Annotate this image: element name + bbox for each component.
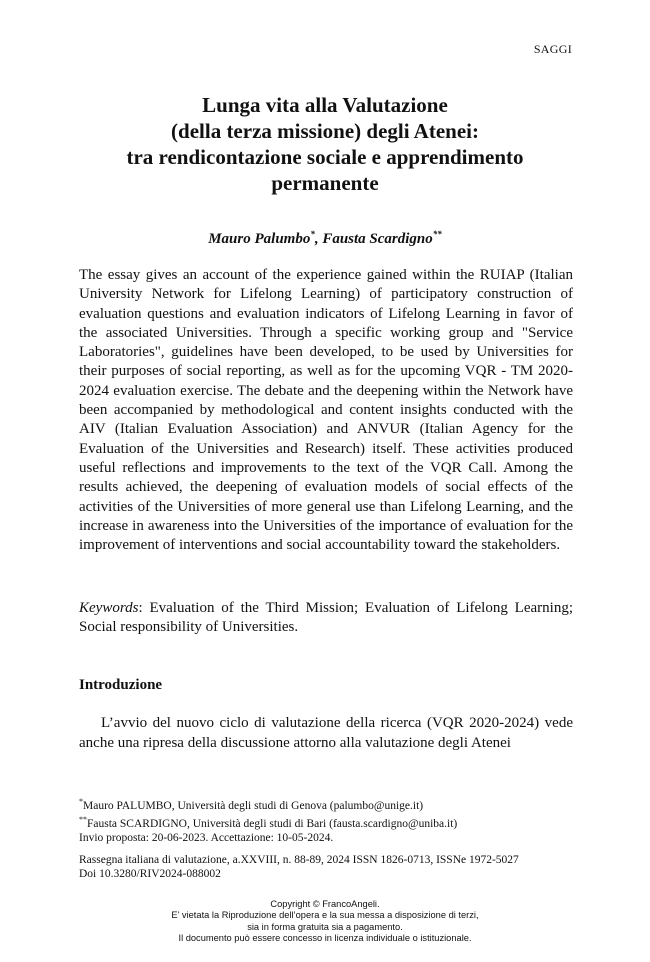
copyright-notice bbox=[100, 899, 550, 944]
copyright-line-1: Copyright © FrancoAngeli. bbox=[270, 899, 380, 909]
footnote-mark-1: * bbox=[310, 229, 315, 239]
journal-citation: Rassegna italiana di valutazione, a.XXVIII, n. 88-89, 2024 ISSN 1826-0713, ISSNe 1972-5027 bbox=[79, 854, 519, 866]
article-title bbox=[70, 92, 580, 196]
title-line-4: permanente bbox=[271, 171, 379, 195]
submission-dates: Invio proposta: 20-06-2023. Accettazione: 10-05-2024. bbox=[79, 832, 334, 845]
footnote-1 bbox=[79, 795, 579, 813]
abstract-paragraph: The essay gives an account of the experience gained within the RUIAP (Italian University Network for Lifelong Learning) of participatory construction of evaluation questions and evaluation indicators of Lifelong Learning in favor of the associated Universities. Through a specific working group and "Service Laboratories", guidelines have been developed, to be used by Universities for their purposes of social reporting, as well as for the upcoming VQR - TM 2020-2024 evaluation exercise. The debate and the deepening within the Network have been accompanied by methodological and content insights conducted with the AIV (Italian Evaluation Association) and ANVUR (Italian Agency for the Evaluation of the Universities and Research) itself. These activities produced useful reflections and improvements to the text of the VQR Call. Among the results achieved, the deepening of evaluation models of social effects of the activities of the Universities of more general use than Lifelong Learning, and the increase in awareness into the Universities of the importance of evaluation for the improvement of interventions and social accountability toward the stakeholders. bbox=[79, 267, 573, 554]
author-separator: , bbox=[314, 231, 323, 247]
footnote-2-text: Fausta SCARDIGNO, Università degli studi di Bari (fausta.scardigno@uniba.it) bbox=[87, 818, 458, 831]
journal-doi: Doi 10.3280/RIV2024-088002 bbox=[79, 868, 221, 881]
title-line-1: Lunga vita alla Valutazione bbox=[202, 93, 448, 117]
copyright-line-4: Il documento può essere concesso in licenza individuale o istituzionale. bbox=[178, 932, 472, 943]
copyright-line-3: sia in forma gratuita sia a pagamento. bbox=[247, 921, 403, 932]
footnote-2-mark: ** bbox=[79, 815, 87, 825]
keywords-text: : Evaluation of the Third Mission; Evaluation of Lifelong Learning; Social responsibility of Universities. bbox=[79, 600, 573, 636]
journal-info bbox=[79, 853, 579, 881]
section-tag: SAGGI bbox=[533, 42, 572, 56]
body-paragraph: L’avvio del nuovo ciclo di valutazione della ricerca (VQR 2020-2024) vede anche una ripresa della discussione attorno alla valutazione degli Atenei bbox=[79, 715, 573, 751]
title-line-3: tra rendicontazione sociale e apprendimento bbox=[126, 145, 524, 169]
author-name-1: Mauro Palumbo bbox=[208, 231, 311, 247]
title-line-2: (della terza missione) degli Atenei: bbox=[171, 119, 479, 143]
keywords-paragraph bbox=[79, 599, 573, 638]
footnotes bbox=[79, 795, 579, 846]
section-heading: Introduzione bbox=[79, 677, 163, 693]
keywords-label: Keywords bbox=[79, 600, 139, 616]
footnote-1-mark: * bbox=[79, 797, 83, 806]
footnote-1-text: Mauro PALUMBO, Università degli studi di Genova (palumbo@unige.it) bbox=[83, 800, 424, 812]
copyright-line-2: E’ vietata la Riproduzione dell’opera e la sua messa a disposizione di terzi, bbox=[171, 910, 479, 921]
author-name-2: Fausta Scardigno bbox=[322, 231, 433, 247]
author-line bbox=[70, 229, 580, 248]
footnote-mark-2: ** bbox=[432, 229, 442, 239]
footnote-2 bbox=[79, 813, 579, 831]
